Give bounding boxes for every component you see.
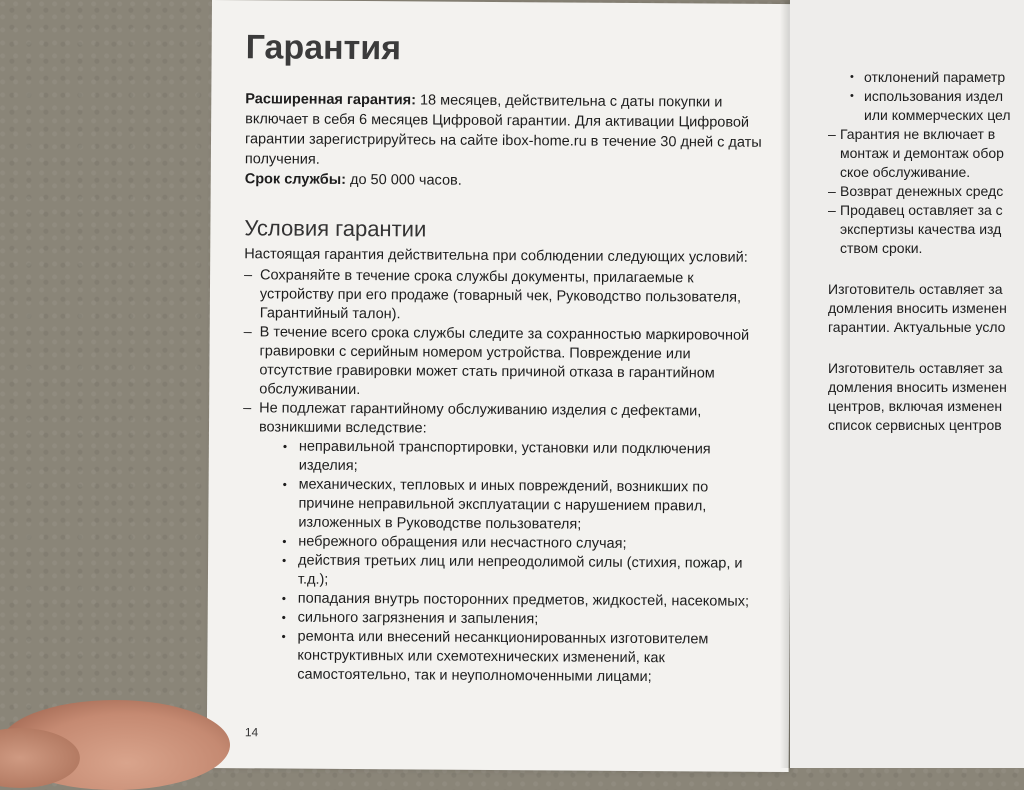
service-life-paragraph [245,169,765,193]
right-paragraph-line: домления вносить изменен [828,379,1007,395]
right-list-line: – Продавец оставляет за с [828,201,1024,220]
extended-warranty-label: Расширенная гарантия: [245,91,417,109]
right-list-line: – Возврат денежных средс [828,182,1024,201]
right-paragraph-line: домления вносить изменен [828,300,1007,316]
defect-cause-item: • механических, тепловых и иных повреждений, возникших по причине неправильной эксплуатации с нарушением правил, изложенных в Руководстве пользователя; [282,476,762,536]
service-life-text: до 50 000 часов. [345,171,462,189]
left-page [207,0,794,772]
left-page-content [241,28,766,688]
right-paragraph-2 [828,359,1024,435]
right-page-content [828,68,1024,435]
condition-item-text: Не подлежат гарантийному обслуживанию изделия с дефектами, возникшими вследствие: [258,400,702,437]
condition-item [241,399,763,688]
defect-cause-item: • неправильной транспортировки, установки или подключения изделия; [283,438,763,479]
right-list-line: ское обслуживание. [840,164,971,180]
extended-warranty-paragraph [245,89,766,173]
right-paragraph-line: центров, включая изменен [828,398,1003,414]
right-list-line: • использования издел [828,87,1024,106]
right-paragraph-1 [828,280,1024,337]
defect-causes-list [257,437,763,688]
extended-warranty-text: 18 месяцев, действительна с даты покупки и включает в себя 6 месяцев Цифровой гарантии. Для активации Цифровой гарантии зарегистрируйтесь на сайте ibox-home.ru в течение 30 дней с даты получения. [244,92,762,168]
right-paragraph-line: гарантии. Актуальные усло [828,319,1006,335]
defect-cause-item: • попадания внутрь посторонних предметов, жидкостей, насекомых; [282,590,762,612]
service-life-label: Срок службы: [244,171,347,188]
right-list-line: монтаж и демонтаж обор [840,145,1004,161]
right-list-line: экспертизы качества изд [840,221,1002,237]
right-list-line: или коммерческих цел [864,107,1011,123]
condition-item: – Сохраняйте в течение срока службы документы, прилагаемые к устройству при его продаже (товарный чек, Руководство пользователя, Гарантийный талон). [244,266,764,327]
right-paragraph-line: Изготовитель оставляет за [828,281,1003,297]
page-title: Гарантия [245,28,402,68]
conditions-heading: Условия гарантии [244,215,427,242]
right-paragraph-line: Изготовитель оставляет за [828,360,1003,376]
right-list-line: • отклонений параметр [828,68,1024,87]
right-page [790,0,1024,768]
right-list-line: – Гарантия не включает в [828,125,1024,144]
right-page-list [828,68,1024,258]
defect-cause-item: • действия третьих лиц или непреодолимой силы (стихия, пожар, и т.д.); [282,552,762,593]
defect-cause-item: • небрежного обращения или несчастного случая; [282,533,762,555]
right-paragraph-line: список сервисных центров [828,417,1002,433]
page-number: 14 [244,725,259,740]
defect-cause-item: • ремонта или внесений несанкционированных изготовителем конструктивных или схемотехнических изменений, как самостоятельно, так и неуполномоченными лицами; [281,628,761,688]
conditions-intro: Настоящая гарантия действительна при соблюдении следующих условий: [244,246,748,266]
defect-cause-item: • сильного загрязнения и запыления; [282,609,762,631]
condition-item: – В течение всего срока службы следите за сохранностью маркировочной гравировки с серийным номером устройства. Повреждение или отсутствие гравировки может стать причиной отказа в гарантийном обслуживании. [243,323,764,403]
right-list-line: ством сроки. [840,240,923,256]
conditions-list [241,266,764,688]
